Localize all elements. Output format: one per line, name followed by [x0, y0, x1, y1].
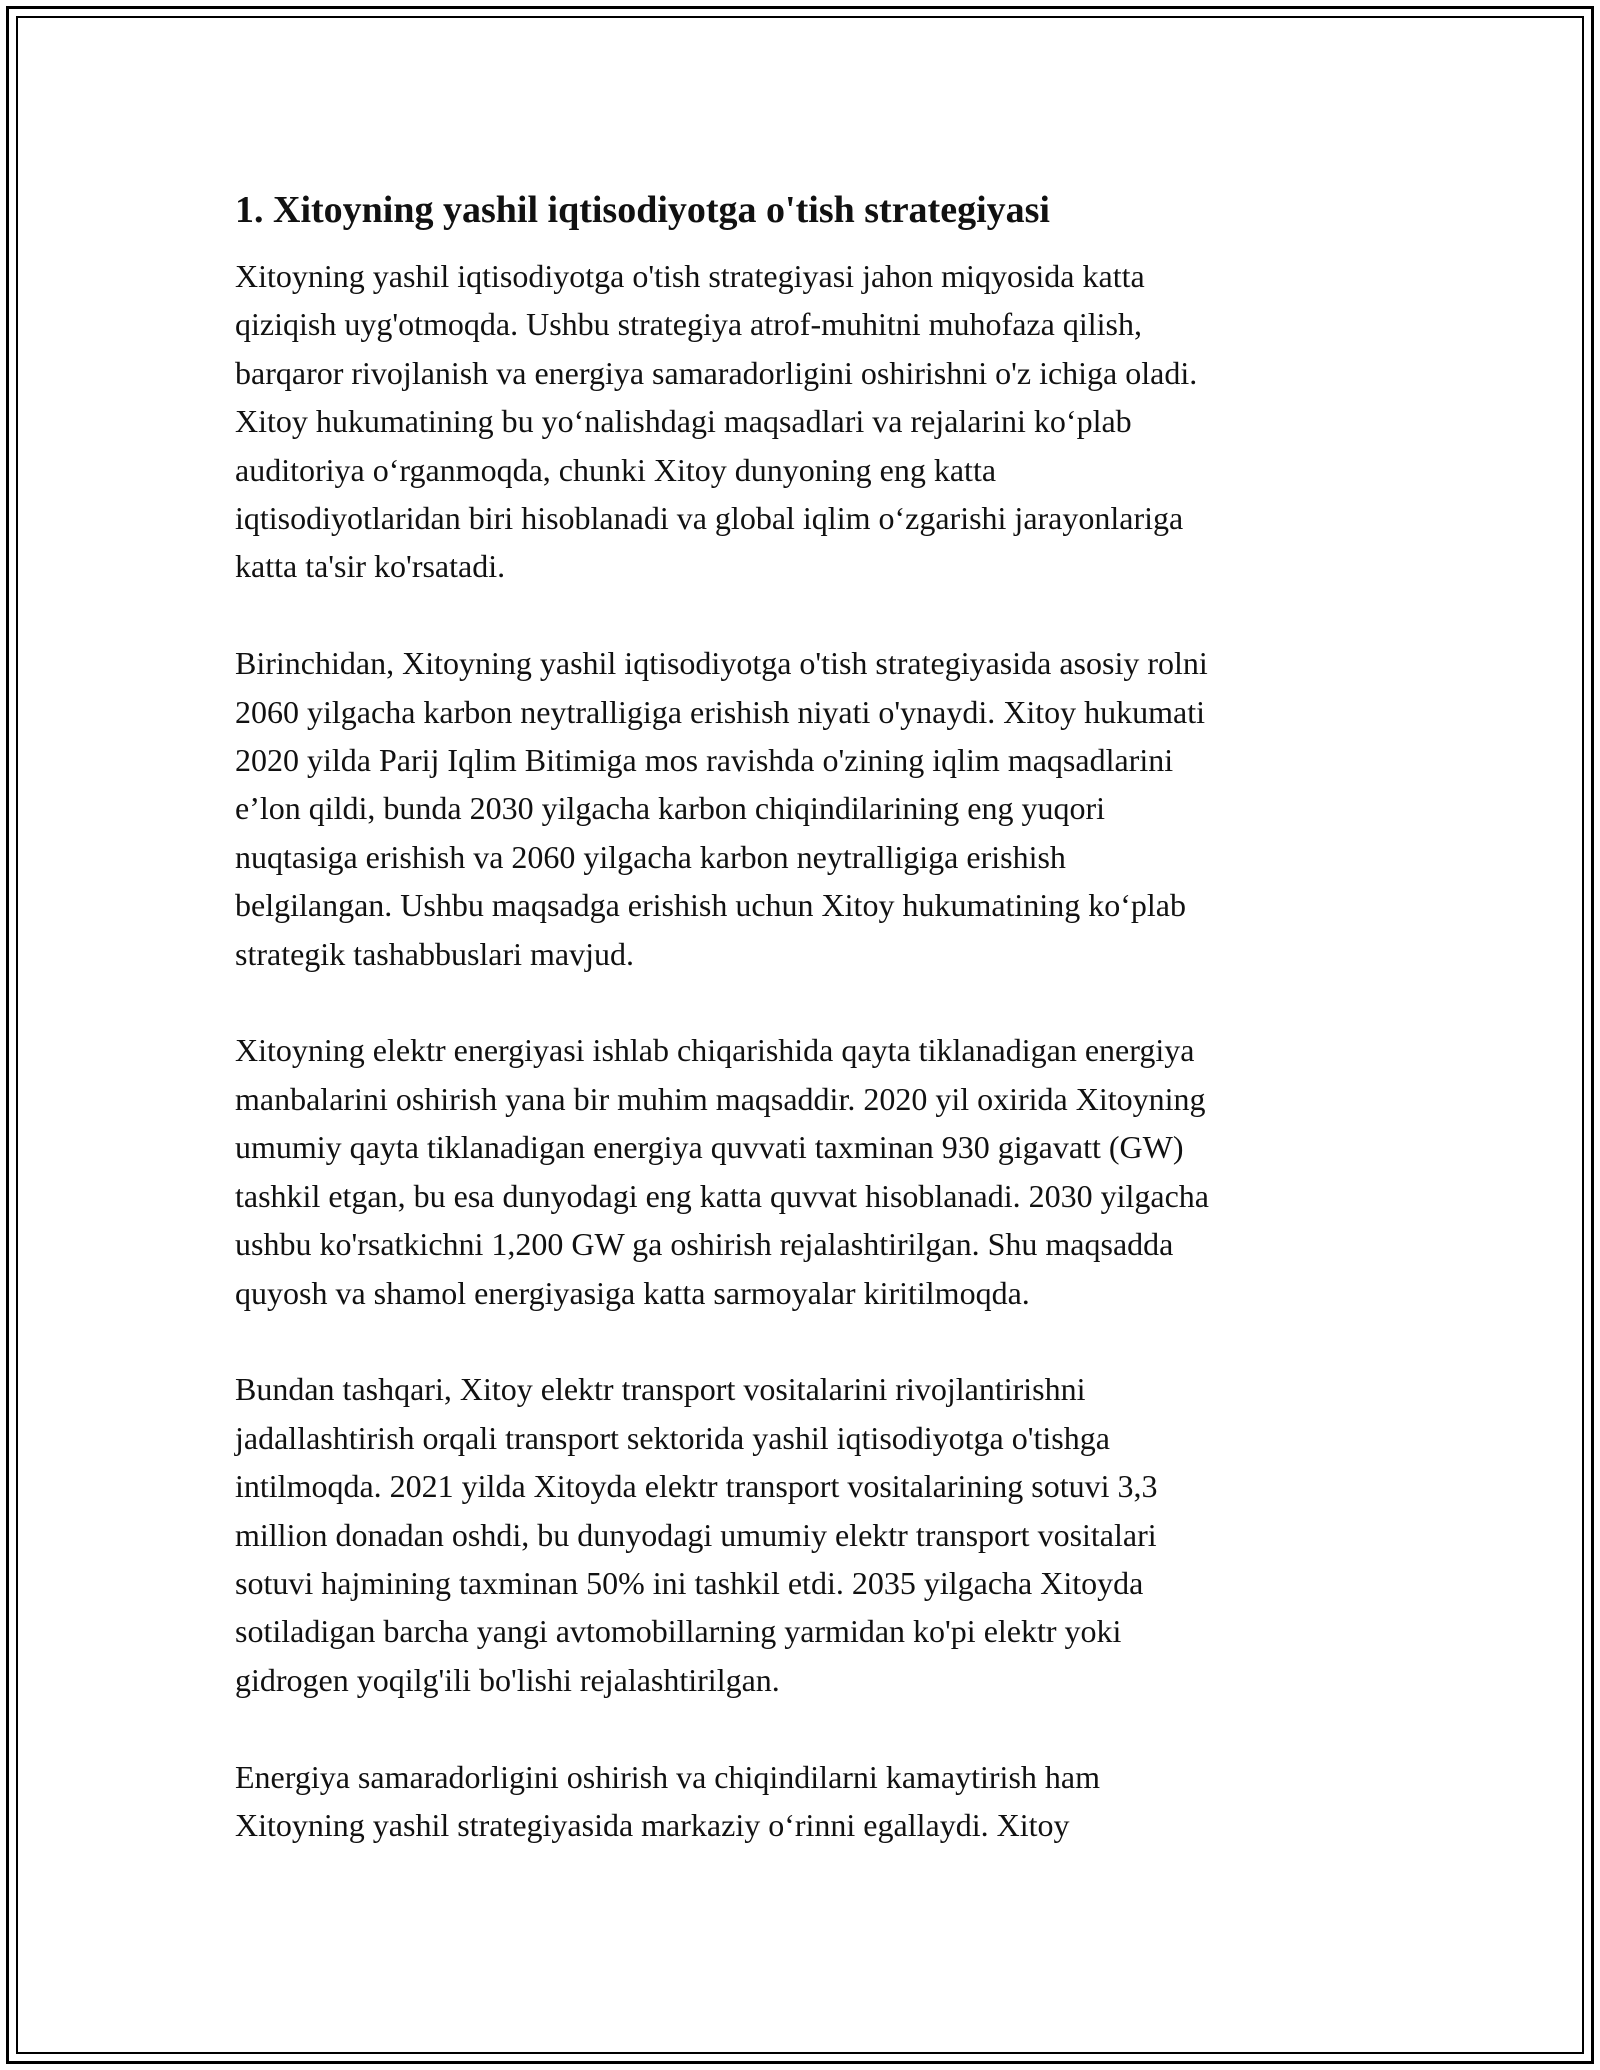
- text-line: Xitoy hukumatining bu yo‘nalishdagi maqsadlari va rejalarini ko‘plab: [235, 403, 1132, 440]
- paragraph: [235, 1365, 1380, 1704]
- text-line: umumiy qayta tiklanadigan energiya quvvati taxminan 930 gigavatt (GW): [235, 1129, 1184, 1166]
- text-line: quyosh va shamol energiyasiga katta sarmoyalar kiritilmoqda.: [235, 1274, 1030, 1311]
- paragraph-list: [235, 252, 1380, 1849]
- text-line: Xitoyning yashil iqtisodiyotga o'tish strategiyasi jahon miqyosida katta: [235, 258, 1145, 294]
- text-line: million donadan oshdi, bu dunyodagi umumiy elektr transport vositalari: [235, 1516, 1157, 1553]
- text-line: ushbu ko'rsatkichni 1,200 GW ga oshirish rejalashtirilgan. Shu maqsadda: [235, 1226, 1174, 1263]
- text-line: barqaror rivojlanish va energiya samaradorligini oshirishni o'z ichiga oladi.: [235, 354, 1198, 391]
- text-line: 2060 yilgacha karbon neytralligiga erishish niyati o'ynaydi. Xitoy hukumati: [235, 693, 1206, 730]
- text-line: qiziqish uyg'otmoqda. Ushbu strategiya atrof-muhitni muhofaza qilish,: [235, 306, 1142, 343]
- text-line: Xitoyning elektr energiyasi ishlab chiqarishida qayta tiklanadigan energiya: [235, 1032, 1195, 1069]
- text-line: Bundan tashqari, Xitoy elektr transport vositalarini rivojlantirishni: [235, 1371, 1086, 1408]
- paragraph: [235, 1753, 1380, 1850]
- text-line: gidrogen yoqilg'ili bo'lishi rejalashtirilgan.: [235, 1661, 780, 1698]
- paragraph: [235, 639, 1380, 978]
- text-line: 2020 yilda Parij Iqlim Bitimiga mos ravishda o'zining iqlim maqsadlarini: [235, 742, 1174, 779]
- text-line: jadallashtirish orqali transport sektorida yashil iqtisodiyotga o'tishga: [235, 1419, 1110, 1456]
- text-line: Xitoyning yashil strategiyasida markaziy o‘rinni egallaydi. Xitoy: [235, 1806, 1070, 1843]
- text-line: katta ta'sir ko'rsatadi.: [235, 548, 506, 585]
- text-line: belgilangan. Ushbu maqsadga erishish uchun Xitoy hukumatining ko‘plab: [235, 887, 1186, 924]
- paragraph: [235, 252, 1380, 591]
- text-line: sotiladigan barcha yangi avtomobillarning yarmidan ko'pi elektr yoki: [235, 1613, 1122, 1650]
- text-line: tashkil etgan, bu esa dunyodagi eng katta quvvat hisoblanadi. 2030 yilgacha: [235, 1177, 1209, 1214]
- text-line: manbalarini oshirish yana bir muhim maqsaddir. 2020 yil oxirida Xitoyning: [235, 1080, 1206, 1117]
- text-line: strategik tashabbuslari mavjud.: [235, 935, 635, 972]
- document-body: [235, 186, 1380, 1898]
- section-heading: 1. Xitoyning yashil iqtisodiyotga o'tish strategiyasi: [235, 189, 1050, 231]
- text-line: iqtisodiyotlaridan biri hisoblanadi va global iqlim o‘zgarishi jarayonlariga: [235, 500, 1184, 537]
- text-line: sotuvi hajmining taxminan 50% ini tashkil etdi. 2035 yilgacha Xitoyda: [235, 1564, 1144, 1601]
- text-line: nuqtasiga erishish va 2060 yilgacha karbon neytralligiga erishish: [235, 838, 1066, 875]
- text-line: e’lon qildi, bunda 2030 yilgacha karbon chiqindilarining eng yuqori: [235, 790, 1106, 827]
- paragraph: [235, 1026, 1380, 1316]
- text-line: Energiya samaradorligini oshirish va chiqindilarni kamaytirish ham: [235, 1758, 1100, 1795]
- text-line: auditoriya o‘rganmoqda, chunki Xitoy dunyoning eng katta: [235, 451, 997, 488]
- text-line: Birinchidan, Xitoyning yashil iqtisodiyotga o'tish strategiyasida asosiy rolni: [235, 645, 1208, 682]
- text-line: intilmoqda. 2021 yilda Xitoyda elektr transport vositalarining sotuvi 3,3: [235, 1468, 1158, 1505]
